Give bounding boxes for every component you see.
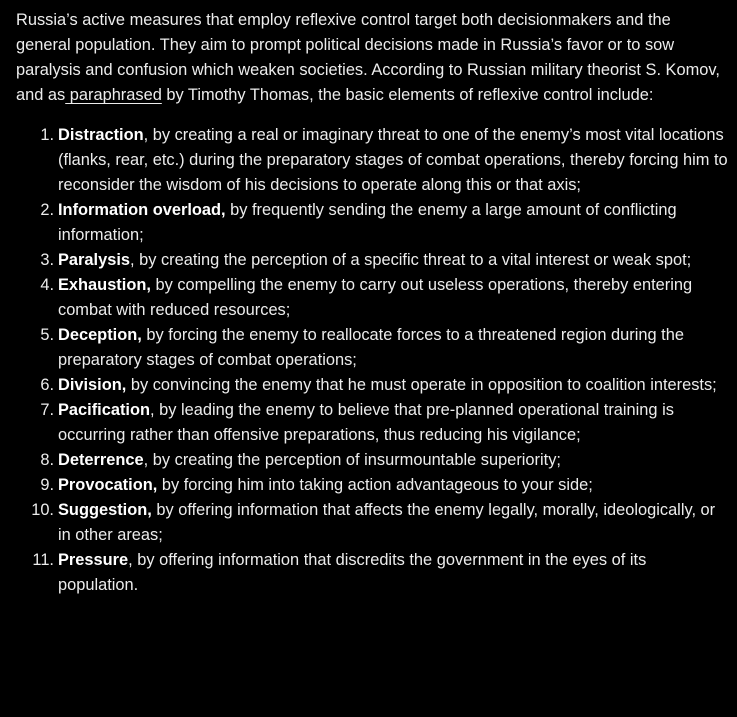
list-item-number: 1. (40, 126, 54, 144)
intro-paragraph (16, 8, 728, 108)
list-item-text: , by creating the perception of insurmountable superiority; (143, 451, 561, 469)
list-item (16, 398, 728, 448)
list-item-number: 7. (40, 401, 54, 419)
list-item-text: by forcing him into taking action advantageous to your side; (157, 476, 593, 494)
list-item-term: Suggestion, (58, 501, 152, 519)
article-content (16, 8, 728, 598)
list-item-number: 6. (40, 376, 54, 394)
list-item-term: Division, (58, 376, 127, 394)
list-item (16, 473, 728, 498)
list-item (16, 548, 728, 598)
list-item (16, 198, 728, 248)
list-item-text: by offering information that affects the enemy legally, morally, ideologically, or in other areas; (58, 501, 716, 544)
list-item-number: 10. (31, 501, 54, 519)
list-item-text: by compelling the enemy to carry out useless operations, thereby entering combat with reduced resources; (58, 276, 693, 319)
list-item-term: Exhaustion, (58, 276, 151, 294)
list-item (16, 448, 728, 473)
list-item-number: 2. (40, 201, 54, 219)
list-item-number: 8. (40, 451, 54, 469)
list-item-text: , by creating the perception of a specific threat to a vital interest or weak spot; (130, 251, 692, 269)
list-item-text: by convincing the enemy that he must operate in opposition to coalition interests; (126, 376, 717, 394)
list-item-text: by forcing the enemy to reallocate forces to a threatened region during the preparatory stages of combat operations; (58, 326, 684, 369)
list-item (16, 273, 728, 323)
list-item-term: Pressure (58, 551, 129, 569)
list-item-number: 9. (40, 476, 54, 494)
list-item (16, 373, 728, 398)
list-item (16, 248, 728, 273)
list-item-number: 5. (40, 326, 54, 344)
list-item-term: Deception, (58, 326, 142, 344)
list-item-text: by frequently sending the enemy a large amount of conflicting information; (58, 201, 677, 244)
list-item-number: 4. (40, 276, 54, 294)
list-item-term: Provocation, (58, 476, 158, 494)
list-item-term: Deterrence (58, 451, 144, 469)
list-item-term: Distraction (58, 126, 144, 144)
list-item (16, 123, 728, 198)
list-item-text: , by leading the enemy to believe that pre-planned operational training is occurring rather than offensive preparations, thus reducing his vigilance; (58, 401, 674, 444)
list-item-text: , by creating a real or imaginary threat to one of the enemy’s most vital locations (flanks, rear, etc.) during the preparatory stages of combat operations, thereby forcing him to reconsider the wisdom of his decisions to operate along this or that axis; (58, 126, 728, 194)
reflexive-control-elements-list (16, 123, 728, 598)
list-item-number: 3. (40, 251, 54, 269)
list-item-text: , by offering information that discredits the government in the eyes of its population. (58, 551, 647, 594)
list-item (16, 498, 728, 548)
list-item-term: Pacification (58, 401, 150, 419)
list-item (16, 323, 728, 373)
list-item-number: 11. (32, 551, 54, 569)
list-item-term: Information overload, (58, 201, 226, 219)
paraphrased-link[interactable]: paraphrased (65, 86, 162, 104)
intro-text-after-link: by Timothy Thomas, the basic elements of reflexive control include: (161, 86, 654, 104)
intro-text-before-link: Russia’s active measures that employ reflexive control target both decisionmakers and the general population. They aim to prompt political decisions made in Russia’s favor or to sow paralysis and confusion which weaken societies. According to Russian military theorist S. Komov, and as (16, 11, 720, 104)
list-item-term: Paralysis (58, 251, 130, 269)
